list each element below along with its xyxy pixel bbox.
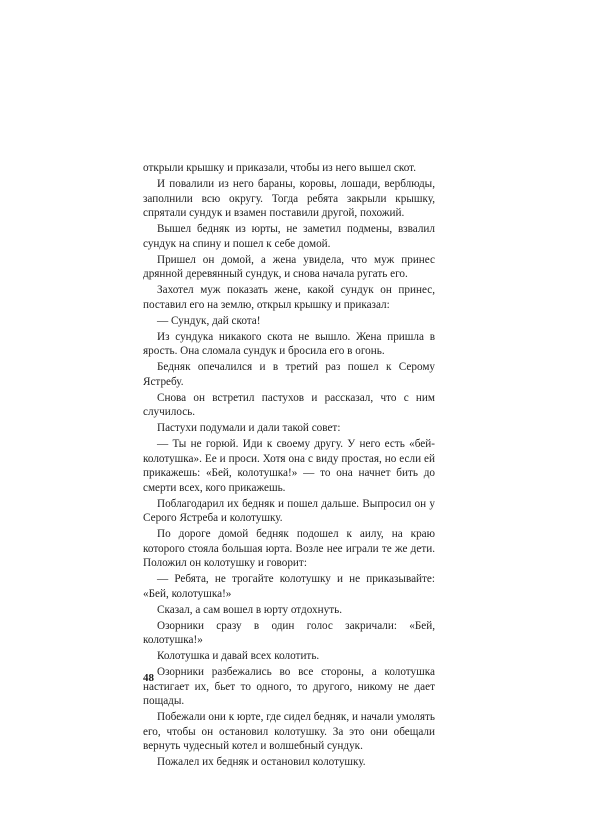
paragraph: Озорники сразу в один голос закричали: «Бей, колотушка!» bbox=[143, 619, 435, 646]
paragraph: Колотушка и давай всех колотить. bbox=[157, 650, 320, 662]
paragraph: Сказал, а сам вошел в юрту отдохнуть. bbox=[157, 603, 342, 616]
paragraph: Вышел бедняк из юрты, не заметил подмены, взвалил сундук на спину и пошел к себе домой. bbox=[143, 223, 435, 250]
paragraph: Пришел он домой, а жена увидела, что муж принес дрянной деревянный сундук, и снова начала ругать его. bbox=[143, 253, 435, 280]
paragraph: Пастухи подумали и дали такой совет: bbox=[157, 422, 341, 434]
paragraph: Бедняк опечалился и в третий раз пошел к Серому Ястребу. bbox=[143, 361, 435, 388]
paragraph: По дороге домой бедняк подошел к аилу, на краю которого стояла большая юрта. Возле нее играли те же дети. Положил он колотушку и говорит: bbox=[143, 528, 435, 569]
paragraph: Пожалел их бедняк и остановил колотушку. bbox=[157, 756, 366, 768]
paragraph: — Ты не горюй. Иди к своему другу. У него есть «бей-колотушка». Ее и проси. Хотя она с виду простая, но если ей прикажешь: «Бей, колотушка!» — то она начнет бить до смерти всех, кого прикажешь. bbox=[143, 438, 435, 494]
paragraph: Поблагодарил их бедняк и пошел дальше. Выпросил он у Серого Ястреба и колотушку. bbox=[143, 497, 435, 524]
paragraph: — Сундук, дай скота! bbox=[157, 314, 261, 327]
paragraph: Побежали они к юрте, где сидел бедняк, и начали умолять его, чтобы он остановил колотушку. За это они обещали вернуть чудесный котел и волшебный сундук. bbox=[143, 711, 435, 752]
paragraph: И повалили из него бараны, коровы, лошади, верблюды, заполнили всю округу. Тогда ребята закрыли крышку, спрятали сундук и взамен поставили другой, похожий. bbox=[143, 178, 435, 219]
paragraph: — Ребята, не трогайте колотушку и не приказывайте: «Бей, колотушка!» bbox=[143, 573, 435, 600]
paragraph: Из сундука никакого скота не вышло. Жена пришла в ярость. Она сломала сундук и бросила его в огонь. bbox=[143, 330, 435, 357]
paragraph: Захотел муж показать жене, какой сундук он принес, поставил его на землю, открыл крышку и приказал: bbox=[143, 284, 435, 311]
paragraph: открыли крышку и приказали, чтобы из него вышел скот. bbox=[143, 162, 417, 174]
paragraph: Озорники разбежались во все стороны, а колотушка настигает их, бьет то одного, то другого, никому не дает пощады. bbox=[143, 666, 435, 707]
paragraph: Снова он встретил пастухов и рассказал, что с ним случилось. bbox=[143, 391, 435, 418]
page-number: 48 bbox=[143, 672, 154, 684]
body-text bbox=[143, 161, 435, 771]
